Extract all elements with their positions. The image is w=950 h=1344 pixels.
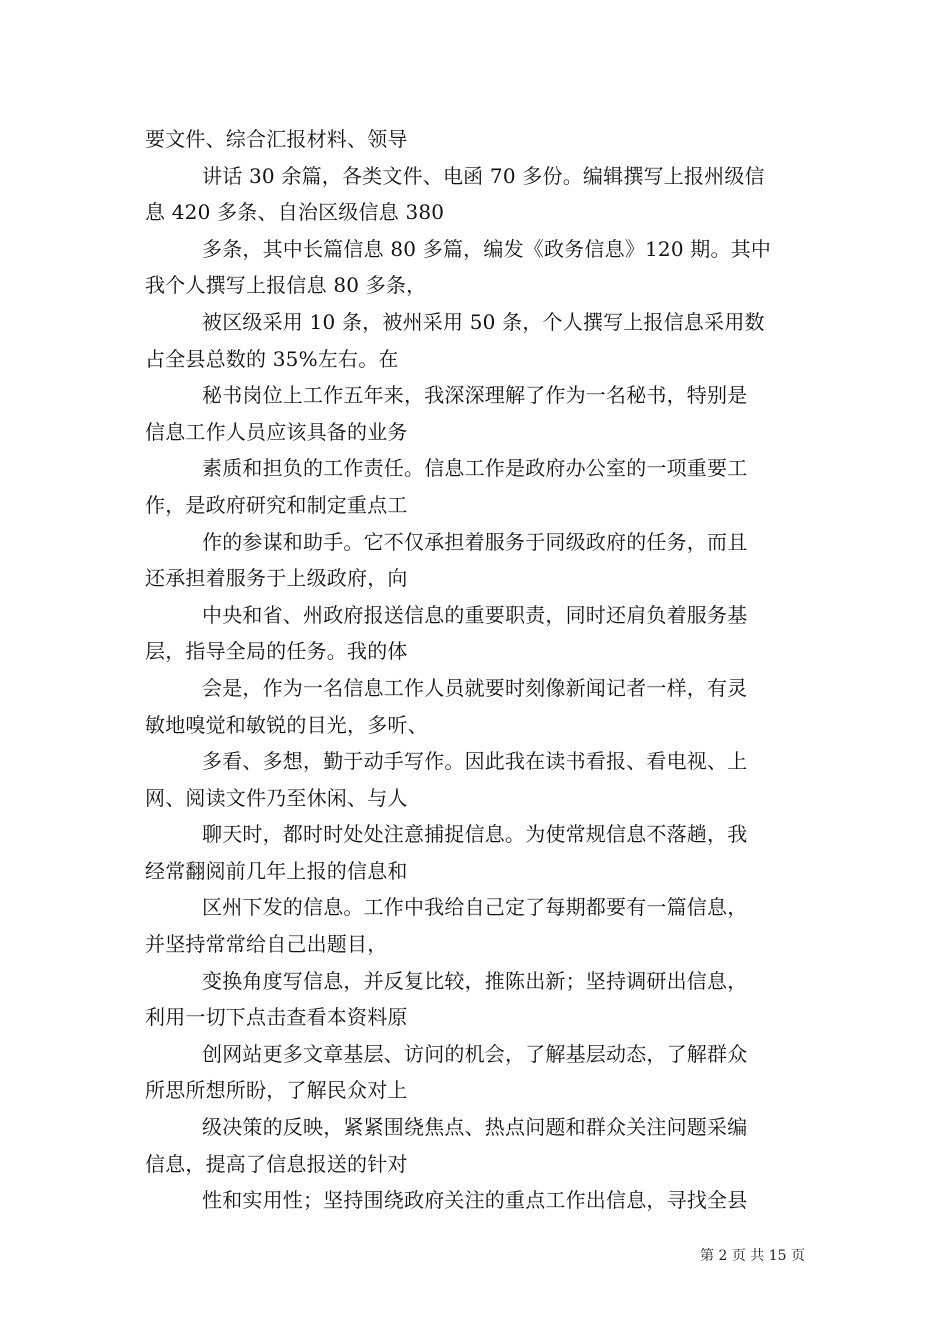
text-line: 网、阅读文件乃至休闲、与人: [145, 785, 408, 810]
page-number-footer: 第 2 页 共 15 页: [700, 1248, 805, 1264]
text-line: 作，是政府研究和制定重点工: [145, 492, 408, 517]
text-line: 信息，提高了信息报送的针对: [145, 1151, 408, 1176]
text-line: 多条，其中长篇信息 80 多篇，编发《政务信息》120 期。其中: [202, 236, 772, 261]
text-line: 会是，作为一名信息工作人员就要时刻像新闻记者一样，有灵: [202, 675, 748, 700]
text-line: 变换角度写信息，并反复比较，推陈出新；坚持调研出信息，: [202, 968, 748, 993]
text-line: 级决策的反映，紧紧围绕焦点、热点问题和群众关注问题采编: [202, 1115, 748, 1140]
text-line: 我个人撰写上报信息 80 多条，: [145, 273, 427, 298]
body-text: [145, 121, 815, 1219]
text-line: 经常翻阅前几年上报的信息和: [145, 858, 408, 883]
text-line: 所思所想所盼，了解民众对上: [145, 1078, 408, 1103]
text-line: 利用一切下点击查看本资料原: [145, 1005, 408, 1030]
text-line: 信息工作人员应该具备的业务: [145, 419, 408, 444]
text-line: 多看、多想，勤于动手写作。因此我在读书看报、看电视、上: [202, 749, 748, 774]
text-line: 占全县总数的 35%左右。在: [145, 346, 399, 371]
text-line: 息 420 多条、自治区级信息 380: [145, 200, 445, 225]
text-line: 被区级采用 10 条，被州采用 50 条，个人撰写上报信息采用数: [202, 309, 765, 334]
text-line: 讲话 30 余篇，各类文件、电函 70 多份。编辑撰写上报州级信: [202, 163, 765, 188]
text-line: 素质和担负的工作责任。信息工作是政府办公室的一项重要工: [202, 456, 748, 481]
text-line: 还承担着服务于上级政府，向: [145, 566, 408, 591]
text-line: 中央和省、州政府报送信息的重要职责，同时还肩负着服务基: [202, 602, 748, 627]
text-line: 并坚持常常给自己出题目，: [145, 932, 388, 957]
text-line: 性和实用性；坚持围绕政府关注的重点工作出信息，寻找全县: [202, 1188, 748, 1213]
text-line: 层，指导全局的任务。我的体: [145, 639, 408, 664]
text-line: 秘书岗位上工作五年来，我深深理解了作为一名秘书，特别是: [202, 383, 748, 408]
text-line: 敏地嗅觉和敏锐的目光，多听、: [145, 712, 428, 737]
text-line: 要文件、综合汇报材料、领导: [145, 127, 408, 151]
text-line: 区州下发的信息。工作中我给自己定了每期都要有一篇信息，: [202, 895, 748, 920]
text-line: 创网站更多文章基层、访问的机会，了解基层动态，了解群众: [202, 1041, 748, 1066]
text-line: 作的参谋和助手。它不仅承担着服务于同级政府的任务，而且: [202, 529, 748, 554]
text-line: 聊天时，都时时处处注意捕捉信息。为使常规信息不落趟，我: [202, 822, 748, 847]
